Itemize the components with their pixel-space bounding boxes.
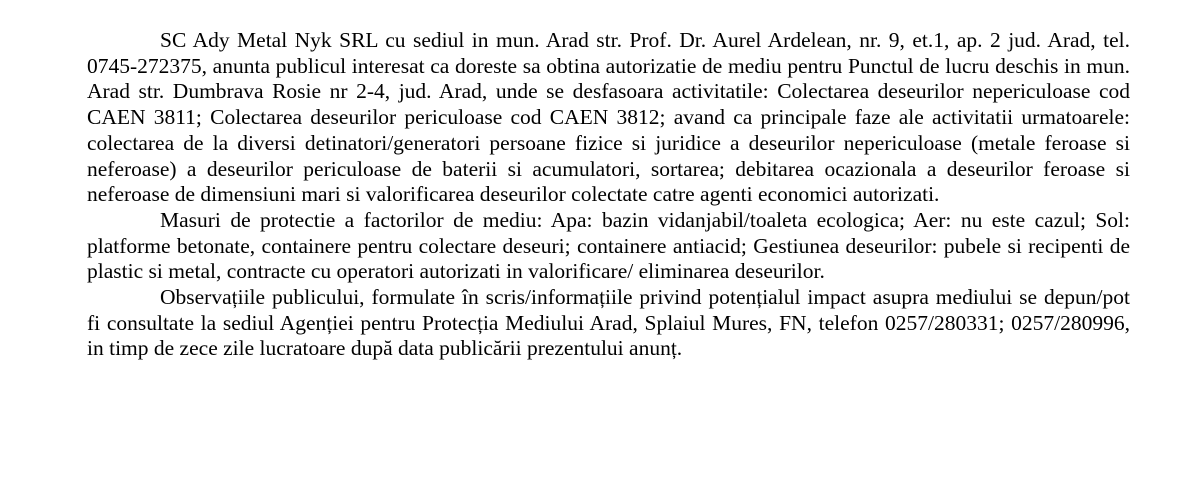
paragraph-protection-measures: Masuri de protectie a factorilor de mediu: Apa: bazin vidanjabil/toaleta ecologica; Aer: nu este cazul; Sol: platforme betonate, containere pentru colectare deseuri; containere antiacid; Gestiunea deseurilor: pubele si recipenti de plastic si metal, contracte cu operatori autorizati in valorificare/ eliminarea deseurilor. — [87, 207, 1130, 284]
paragraph-public-observations: Observațiile publicului, formulate în scris/informațiile privind potențialul impact asupra mediului se depun/pot fi consultate la sediul Agenției pentru Protecția Mediului Arad, Splaiul Mures, FN, telefon 0257/280331; 0257/280996, in timp de zece zile lucratoare după data publicării prezentului anunț. — [87, 285, 1130, 361]
paragraph-announcement: SC Ady Metal Nyk SRL cu sediul in mun. Arad str. Prof. Dr. Aurel Ardelean, nr. 9, et.1, ap. 2 jud. Arad, tel. 0745-272375, anunta publicul interesat ca doreste sa obtina autorizatie de mediu pentru Punctul de lucru deschis in mun. Arad str. Dumbrava Rosie nr 2-4, jud. Arad, unde se desfasoara activitatile: Colectarea deseurilor nepericuloase cod CAEN 3811; Colectarea deseurilor periculoase cod CAEN 3812; avand ca principale faze ale activitatii urmatoarele: colectarea de la diversi detinatori/generatori persoane fizice si juridice a deseurilor nepericuloase (metale feroase si neferoase) a deseurilor periculoase de baterii si acumulatori, sortarea; debitarea ocazionala a deseurilor feroase si neferoase de dimensiuni mari si valorificarea deseurilor colectate catre agenti economici autorizati. — [87, 28, 1130, 207]
